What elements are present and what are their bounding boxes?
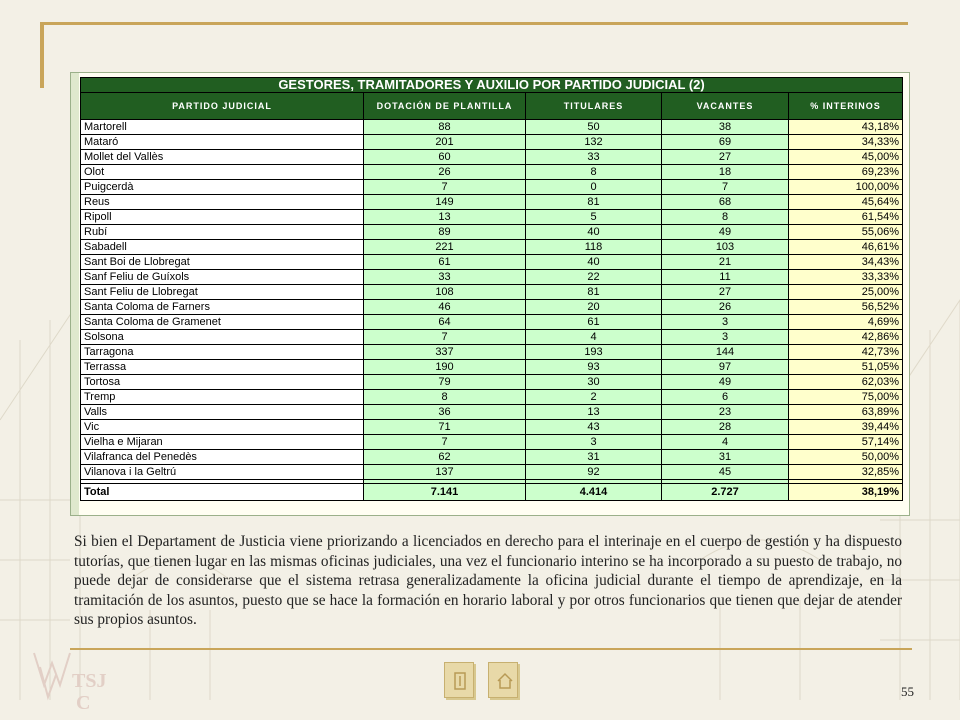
row-partido: Mataró bbox=[81, 135, 364, 150]
row-interinos: 42,86% bbox=[789, 330, 903, 345]
row-titulares: 193 bbox=[526, 345, 662, 360]
bottom-gold-rule bbox=[70, 648, 912, 650]
row-titulares: 4 bbox=[526, 330, 662, 345]
row-vacantes: 18 bbox=[662, 165, 789, 180]
row-dotacion: 337 bbox=[364, 345, 526, 360]
row-partido: Sanf Feliu de Guíxols bbox=[81, 270, 364, 285]
row-partido: Rubí bbox=[81, 225, 364, 240]
row-titulares: 40 bbox=[526, 225, 662, 240]
table-row bbox=[81, 345, 903, 360]
table-row bbox=[81, 300, 903, 315]
row-vacantes: 27 bbox=[662, 150, 789, 165]
row-titulares: 132 bbox=[526, 135, 662, 150]
svg-text:C: C bbox=[76, 692, 91, 714]
row-interinos: 45,00% bbox=[789, 150, 903, 165]
row-interinos: 56,52% bbox=[789, 300, 903, 315]
table-row bbox=[81, 285, 903, 300]
row-vacantes: 21 bbox=[662, 255, 789, 270]
row-interinos: 100,00% bbox=[789, 180, 903, 195]
page-number: 55 bbox=[901, 684, 914, 699]
row-partido: Ripoll bbox=[81, 210, 364, 225]
row-dotacion: 137 bbox=[364, 465, 526, 480]
row-dotacion: 8 bbox=[364, 390, 526, 405]
row-partido: Vilafranca del Penedès bbox=[81, 450, 364, 465]
row-partido: Santa Coloma de Farners bbox=[81, 300, 364, 315]
row-vacantes: 38 bbox=[662, 120, 789, 135]
row-interinos: 62,03% bbox=[789, 375, 903, 390]
table-row bbox=[81, 405, 903, 420]
header-dotacion: DOTACIÓN DE PLANTILLA bbox=[364, 93, 526, 120]
row-partido: Vielha e Mijaran bbox=[81, 435, 364, 450]
row-vacantes: 23 bbox=[662, 405, 789, 420]
header-vacantes: VACANTES bbox=[662, 93, 789, 120]
row-vacantes: 7 bbox=[662, 180, 789, 195]
row-partido: Olot bbox=[81, 165, 364, 180]
row-interinos: 50,00% bbox=[789, 450, 903, 465]
table-row bbox=[81, 195, 903, 210]
table-row bbox=[81, 120, 903, 135]
table-row bbox=[81, 210, 903, 225]
row-partido: Mollet del Vallès bbox=[81, 150, 364, 165]
table-row bbox=[81, 465, 903, 480]
row-dotacion: 7 bbox=[364, 330, 526, 345]
header-interinos: % INTERINOS bbox=[789, 93, 903, 120]
svg-text:TSJ: TSJ bbox=[72, 670, 107, 692]
row-titulares: 5 bbox=[526, 210, 662, 225]
row-vacantes: 26 bbox=[662, 300, 789, 315]
row-titulares: 30 bbox=[526, 375, 662, 390]
row-interinos: 34,43% bbox=[789, 255, 903, 270]
row-titulares: 118 bbox=[526, 240, 662, 255]
table-row bbox=[81, 225, 903, 240]
row-partido: Santa Coloma de Gramenet bbox=[81, 315, 364, 330]
tsjc-logo bbox=[30, 645, 110, 715]
table-row bbox=[81, 375, 903, 390]
home-icon bbox=[496, 671, 514, 691]
row-vacantes: 11 bbox=[662, 270, 789, 285]
table-row bbox=[81, 180, 903, 195]
row-interinos: 69,23% bbox=[789, 165, 903, 180]
row-dotacion: 7 bbox=[364, 435, 526, 450]
row-dotacion: 190 bbox=[364, 360, 526, 375]
row-interinos: 42,73% bbox=[789, 345, 903, 360]
row-interinos: 46,61% bbox=[789, 240, 903, 255]
row-vacantes: 49 bbox=[662, 225, 789, 240]
row-titulares: 61 bbox=[526, 315, 662, 330]
table-row bbox=[81, 255, 903, 270]
table-row bbox=[81, 420, 903, 435]
row-dotacion: 64 bbox=[364, 315, 526, 330]
row-vacantes: 6 bbox=[662, 390, 789, 405]
row-dotacion: 62 bbox=[364, 450, 526, 465]
row-dotacion: 61 bbox=[364, 255, 526, 270]
row-dotacion: 36 bbox=[364, 405, 526, 420]
row-partido: Tremp bbox=[81, 390, 364, 405]
table-row bbox=[81, 390, 903, 405]
row-vacantes: 69 bbox=[662, 135, 789, 150]
row-dotacion: 46 bbox=[364, 300, 526, 315]
table-row bbox=[81, 435, 903, 450]
row-titulares: 92 bbox=[526, 465, 662, 480]
table-row bbox=[81, 330, 903, 345]
total-label: Total bbox=[81, 484, 364, 501]
row-partido: Martorell bbox=[81, 120, 364, 135]
row-titulares: 13 bbox=[526, 405, 662, 420]
table-row bbox=[81, 450, 903, 465]
row-interinos: 51,05% bbox=[789, 360, 903, 375]
row-partido: Puigcerdà bbox=[81, 180, 364, 195]
row-vacantes: 8 bbox=[662, 210, 789, 225]
document-icon bbox=[452, 671, 468, 691]
row-vacantes: 3 bbox=[662, 315, 789, 330]
row-partido: Tarragona bbox=[81, 345, 364, 360]
row-interinos: 25,00% bbox=[789, 285, 903, 300]
row-titulares: 8 bbox=[526, 165, 662, 180]
home-button[interactable] bbox=[488, 662, 518, 698]
total-dotacion: 7.141 bbox=[364, 484, 526, 501]
table-title: GESTORES, TRAMITADORES Y AUXILIO POR PARTIDO JUDICIAL (2) bbox=[81, 78, 903, 93]
header-titulares: TITULARES bbox=[526, 93, 662, 120]
row-vacantes: 3 bbox=[662, 330, 789, 345]
table-row bbox=[81, 135, 903, 150]
row-interinos: 63,89% bbox=[789, 405, 903, 420]
row-titulares: 50 bbox=[526, 120, 662, 135]
total-interinos: 38,19% bbox=[789, 484, 903, 501]
top-gold-rule bbox=[40, 22, 908, 25]
total-vacantes: 2.727 bbox=[662, 484, 789, 501]
row-partido: Tortosa bbox=[81, 375, 364, 390]
row-titulares: 81 bbox=[526, 195, 662, 210]
row-vacantes: 49 bbox=[662, 375, 789, 390]
left-gold-rule bbox=[40, 22, 44, 88]
row-vacantes: 97 bbox=[662, 360, 789, 375]
row-dotacion: 149 bbox=[364, 195, 526, 210]
row-titulares: 81 bbox=[526, 285, 662, 300]
row-titulares: 31 bbox=[526, 450, 662, 465]
row-partido: Solsona bbox=[81, 330, 364, 345]
row-dotacion: 33 bbox=[364, 270, 526, 285]
row-partido: Sant Boi de Llobregat bbox=[81, 255, 364, 270]
row-partido: Terrassa bbox=[81, 360, 364, 375]
row-interinos: 32,85% bbox=[789, 465, 903, 480]
row-vacantes: 45 bbox=[662, 465, 789, 480]
row-partido: Vic bbox=[81, 420, 364, 435]
row-interinos: 33,33% bbox=[789, 270, 903, 285]
table-row bbox=[81, 165, 903, 180]
row-dotacion: 60 bbox=[364, 150, 526, 165]
row-interinos: 75,00% bbox=[789, 390, 903, 405]
row-dotacion: 7 bbox=[364, 180, 526, 195]
table-row bbox=[81, 240, 903, 255]
row-titulares: 3 bbox=[526, 435, 662, 450]
body-paragraph: Si bien el Departament de Justicia viene priorizando a licenciados en derecho para el interinaje en el cuerpo de gestión y ha dispuesto tutorías, que tienen lugar en las mismas oficinas judiciales, una vez el funcionario interino se ha incorporado a su puesto de trabajo, no puede dejar de considerarse que el sistema retrasa generalizadamente la oficina judicial durante el tiempo de aprendizaje, en la tramitación de los asuntos, puesto que se hace la formación en horario laboral y por otros funcionarios que tienen que dejar de atender sus propios asuntos. bbox=[74, 533, 902, 628]
row-dotacion: 88 bbox=[364, 120, 526, 135]
row-titulares: 20 bbox=[526, 300, 662, 315]
row-interinos: 57,14% bbox=[789, 435, 903, 450]
row-dotacion: 79 bbox=[364, 375, 526, 390]
row-partido: Sabadell bbox=[81, 240, 364, 255]
table-row bbox=[81, 360, 903, 375]
header-partido: PARTIDO JUDICIAL bbox=[81, 93, 364, 120]
table-panel bbox=[70, 72, 910, 516]
row-titulares: 43 bbox=[526, 420, 662, 435]
previous-page-button[interactable] bbox=[444, 662, 474, 698]
row-titulares: 22 bbox=[526, 270, 662, 285]
row-vacantes: 103 bbox=[662, 240, 789, 255]
row-interinos: 61,54% bbox=[789, 210, 903, 225]
row-vacantes: 68 bbox=[662, 195, 789, 210]
row-partido: Vilanova i la Geltrú bbox=[81, 465, 364, 480]
row-interinos: 43,18% bbox=[789, 120, 903, 135]
total-titulares: 4.414 bbox=[526, 484, 662, 501]
row-partido: Reus bbox=[81, 195, 364, 210]
row-titulares: 40 bbox=[526, 255, 662, 270]
row-interinos: 45,64% bbox=[789, 195, 903, 210]
row-vacantes: 28 bbox=[662, 420, 789, 435]
row-titulares: 0 bbox=[526, 180, 662, 195]
row-vacantes: 4 bbox=[662, 435, 789, 450]
table-row bbox=[81, 315, 903, 330]
table-row bbox=[81, 270, 903, 285]
row-dotacion: 26 bbox=[364, 165, 526, 180]
row-dotacion: 13 bbox=[364, 210, 526, 225]
row-interinos: 39,44% bbox=[789, 420, 903, 435]
row-interinos: 4,69% bbox=[789, 315, 903, 330]
row-titulares: 33 bbox=[526, 150, 662, 165]
row-dotacion: 108 bbox=[364, 285, 526, 300]
row-dotacion: 221 bbox=[364, 240, 526, 255]
row-vacantes: 27 bbox=[662, 285, 789, 300]
row-interinos: 55,06% bbox=[789, 225, 903, 240]
row-vacantes: 144 bbox=[662, 345, 789, 360]
row-dotacion: 71 bbox=[364, 420, 526, 435]
row-dotacion: 89 bbox=[364, 225, 526, 240]
row-titulares: 93 bbox=[526, 360, 662, 375]
table-row bbox=[81, 150, 903, 165]
row-dotacion: 201 bbox=[364, 135, 526, 150]
row-partido: Valls bbox=[81, 405, 364, 420]
row-titulares: 2 bbox=[526, 390, 662, 405]
row-vacantes: 31 bbox=[662, 450, 789, 465]
data-table bbox=[80, 77, 903, 501]
total-row bbox=[81, 484, 903, 501]
row-interinos: 34,33% bbox=[789, 135, 903, 150]
row-partido: Sant Feliu de Llobregat bbox=[81, 285, 364, 300]
